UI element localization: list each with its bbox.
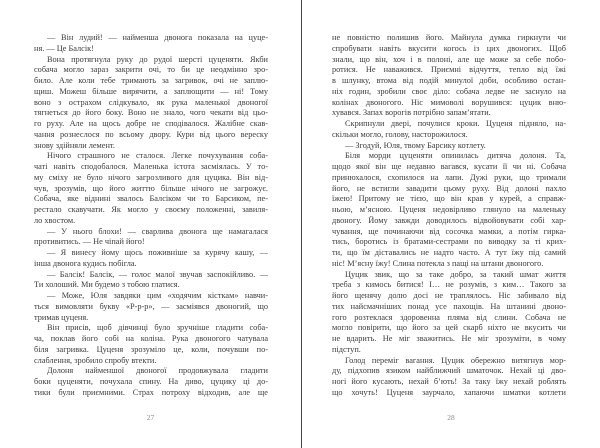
text-line: їжею! Притому не тією, що він крав у курей, а справж-: [332, 194, 566, 204]
text-line: Ти холоший. Ми будемо з тобою глатися.: [34, 280, 180, 290]
text-line: двоногу. Йому завжди доводилось відвойовувати собі хар-: [332, 215, 566, 225]
text-line: боки цуценяти, почухала спину. На диво, цуцику ці до-: [34, 377, 268, 386]
text-line: його щенячу долю досі не траплялось. Ніс забивало від: [332, 291, 566, 300]
text-line: чування, ще починаючи від сосочка мамки, а потім гирка-: [332, 226, 566, 236]
text-line: чаті навіть сподобалося. Маленька істота засміялась. У то-: [34, 162, 268, 171]
text-line: хувався. Запах ворогів потрібно запам’ятати.: [332, 108, 491, 118]
text-line: чання рознеслося по всьому двору. Кури від цього вереску: [34, 129, 268, 139]
text-line: рестало скавучати. Як могло у своєму положенні, завиля-: [34, 205, 268, 214]
text-line: — У нього блохи! — сварлива двонога ще намагалася: [47, 226, 268, 236]
text-line: Він присів, щоб дівчинці було зручніше гладити соба-: [47, 323, 268, 333]
text-line: тих найсмачніших понад усе пахощів. На штанині двоно-: [332, 301, 566, 311]
text-line: спробувати навіть вкусити когось із цих двоногих. Щоб: [332, 43, 566, 53]
text-line: підступ.: [332, 344, 361, 354]
text-line: Біля морди цуценяти опинилась дитяча долоня. Та,: [345, 151, 566, 161]
text-line: знову здійняли лемент.: [34, 140, 115, 150]
text-line: Собача, яке віднині звалось Балсіком чи то Барсиком, пе-: [34, 194, 268, 204]
page-right: [302, 0, 600, 448]
page-number-left: 27: [146, 413, 155, 422]
text-line: скільки могло, голову, насторожилося.: [332, 129, 468, 139]
text-line: — Може, Юля завдяки цим «ходячим кісткам» навчи-: [47, 291, 268, 300]
text-line: гого розтеклася здоровенна пляма від слини. Собача не: [332, 312, 566, 322]
text-line: ду, підхопив язиком найближчий шматочок. Нехай ці дво-: [332, 366, 566, 376]
text-line: Долоня найменшої двоногої продовжувала гладити: [47, 366, 268, 376]
text-line: тримав цуценя.: [34, 312, 89, 322]
text-line: ротися. Не наважився. Приємні відчуття, тепло від їжі: [332, 65, 566, 75]
text-line: му сміху не було нічого загрозливого для цуцика. Він від-: [34, 172, 268, 182]
text-line: щиш. Можеш більше вирячити, а заплющити — ні! Тому: [34, 86, 268, 96]
text-line: тягнеться до його боку. Воно не знало, чого чекати від цьо-: [34, 108, 268, 118]
text-line: колінах двоногого. Ніс мимоволі ворушився: цуцик вню-: [332, 97, 566, 107]
text-line: — Він лудий! — найменша двонога показала на цуце-: [47, 33, 268, 42]
text-line: ться вимовляти букву «Р-р-р», — засміявся двоногий, що: [34, 301, 268, 311]
text-line: ніс! М’ясну їжу! Слина потекла з пащі на штани двоногого.: [332, 258, 544, 268]
text-line: Скрипнули двері, почулися кроки. Цуценя підняло, на-: [345, 119, 566, 128]
text-line: могло повірити, що його за цей скарб ніхто не вкусить чи: [332, 323, 566, 333]
text-line: Вона протягнула руку до рудої шерсті цуценяти. Якби: [47, 54, 268, 64]
text-line: Голод переміг вагання. Цуцик обережно витягнув мор-: [345, 355, 566, 365]
text-line: противитись. — Не чіпай його!: [34, 237, 145, 247]
text-line: принюхалося, схопилося на лапи. Дужі руки, що тримали: [332, 172, 566, 182]
text-line: чув, зрозумів, що його життю більше нічого не загрожує.: [34, 183, 268, 193]
text-line: Цуцик звик, що за таке добро, за такий шмат життя: [345, 269, 566, 279]
text-line: не вдарить. Не міг зважитись. Не міг зрозуміти, в чому: [332, 334, 566, 343]
text-line: ньою, м’ясною. Цуценя недовірливо глянуло на маленьку: [332, 205, 566, 214]
text-line: ло хвостом.: [34, 215, 76, 225]
text-line: ча, поклав його собі на коліна. Рука двоногого чатувала: [34, 334, 268, 343]
text-line: знали, що він, хоч і в полоні, але ще може за себе побо-: [332, 54, 566, 64]
text-line: що хочуть! Цуценя заурчало, хапаючи шматки котлети: [332, 387, 566, 397]
text-line: інша двонога кудись побігла.: [34, 258, 137, 268]
text-line: Нічого страшного не сталося. Легке почухування соба-: [47, 151, 268, 161]
text-line: — Я винесу йому щось поживніше за курячу кашу, —: [47, 248, 268, 257]
text-line: треба з кимось битися! І… не розумів, з ким… Такого за: [332, 280, 566, 290]
page-right-text: [332, 33, 566, 399]
text-line: го руху. Але на щось добре не сподівалося. Жалібне скав-: [34, 119, 268, 128]
text-line: ня. — Це Балсік!: [34, 43, 94, 53]
text-line: біля загривка. Цуценя зрозуміло це, коли, почувши по-: [34, 344, 268, 354]
text-line: тись, боротись із братами-сестрами по виводку за ті крих-: [332, 237, 566, 247]
text-line: — Згодуй, Юля, твому Барсику котлету.: [345, 140, 486, 150]
text-line: — Балсік! Балсік, — голос малої звучав заспокійливо. —: [47, 269, 268, 279]
text-line: собача могло зараз закрити очі, то би це неодмінно зро-: [34, 65, 268, 75]
text-line: ніх годин, зробили своє діло: собача ледве не заснуло на: [332, 86, 566, 96]
text-line: ногі його кусають, нехай б’ють! За таку їжу нехай роблять: [332, 377, 566, 386]
page-left-text: [34, 33, 268, 399]
page-number-right: 28: [447, 413, 455, 422]
text-line: тики були приємними. Страх потроху відходив, але ще: [34, 387, 268, 397]
text-line: слаблення, зробило спробу втекти.: [34, 355, 157, 365]
text-line: не повністю полишив його. Майнула думка гиркнути чи: [332, 33, 566, 42]
text-line: воно з острахом слідкувало, як рука маленької двоногої: [34, 97, 268, 107]
text-line: ти, що їм діставались не надто часто. А тут їжу під самий: [332, 248, 566, 257]
text-line: щодо якої він ще недавно вагався, кусати її чи ні. Собача: [332, 162, 566, 171]
text-line: в шлунку, втома від подій минулої доби, особливо остан-: [332, 76, 566, 85]
text-line: його, не встигли завадити цьому руху. Від долоні пахло: [332, 183, 566, 193]
text-line: било. Але коли тебе тримають за загривок, очі не заплю-: [34, 76, 268, 85]
